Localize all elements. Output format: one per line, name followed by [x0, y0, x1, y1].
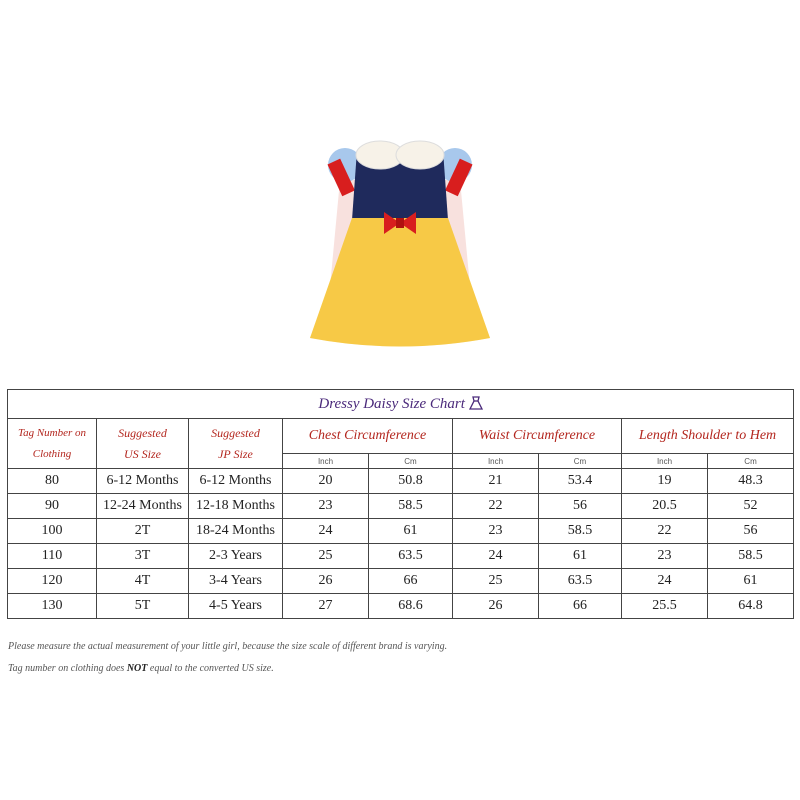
header-chest: Chest Circumference: [283, 419, 453, 454]
unit-waist-inch: Inch: [453, 454, 539, 469]
unit-length-cm: Cm: [708, 454, 794, 469]
cell-len-in: 19: [622, 469, 708, 494]
cell-waist-in: 22: [453, 494, 539, 519]
cell-chest-cm: 66: [369, 569, 453, 594]
cell-chest-cm: 50.8: [369, 469, 453, 494]
cell-len-in: 25.5: [622, 594, 708, 619]
cell-len-in: 20.5: [622, 494, 708, 519]
unit-chest-cm: Cm: [369, 454, 453, 469]
header-jp-size: [189, 419, 283, 469]
cell-us: 3T: [97, 544, 189, 569]
cell-chest-in: 20: [283, 469, 369, 494]
header-tag-line1: Tag Number on: [17, 426, 87, 439]
cell-us: 6-12 Months: [97, 469, 189, 494]
cell-tag: 110: [8, 544, 97, 569]
cell-waist-cm: 56: [539, 494, 622, 519]
cell-us: 5T: [97, 594, 189, 619]
table-row: [8, 469, 794, 494]
cell-len-cm: 56: [708, 519, 794, 544]
cell-jp: 3-4 Years: [189, 569, 283, 594]
note-line-2: [8, 658, 447, 680]
table-row: [8, 544, 794, 569]
note-line-1: Please measure the actual measurement of your little girl, because the size scale of different brand is varying.: [8, 641, 448, 652]
unit-chest-inch: Inch: [283, 454, 369, 469]
cell-chest-cm: 63.5: [369, 544, 453, 569]
measurement-notes: [8, 636, 447, 680]
header-us-line2: US Size: [124, 446, 161, 461]
cell-chest-in: 26: [283, 569, 369, 594]
cell-jp: 18-24 Months: [189, 519, 283, 544]
note-line-2-bold: NOT: [126, 663, 148, 674]
table-row: [8, 594, 794, 619]
cell-waist-cm: 53.4: [539, 469, 622, 494]
cell-len-in: 23: [622, 544, 708, 569]
cell-tag: 80: [8, 469, 97, 494]
cell-len-in: 24: [622, 569, 708, 594]
cell-jp: 2-3 Years: [189, 544, 283, 569]
header-jp-line1: Suggested: [211, 425, 260, 440]
cell-len-cm: 52: [708, 494, 794, 519]
cell-tag: 120: [8, 569, 97, 594]
unit-length-inch: Inch: [622, 454, 708, 469]
header-tag-number: [8, 419, 97, 469]
cell-len-cm: 61: [708, 569, 794, 594]
cell-chest-cm: 61: [369, 519, 453, 544]
cell-waist-cm: 58.5: [539, 519, 622, 544]
cell-chest-cm: 68.6: [369, 594, 453, 619]
cell-waist-cm: 66: [539, 594, 622, 619]
cell-us: 4T: [97, 569, 189, 594]
note-line-2-post: equal to the converted US size.: [147, 663, 274, 674]
cell-waist-cm: 61: [539, 544, 622, 569]
cell-us: 12-24 Months: [97, 494, 189, 519]
cell-chest-cm: 58.5: [369, 494, 453, 519]
cell-waist-in: 24: [453, 544, 539, 569]
cell-len-cm: 64.8: [708, 594, 794, 619]
chart-title-text: Dressy Daisy Size Chart: [318, 395, 465, 412]
cell-len-cm: 58.5: [708, 544, 794, 569]
header-us-line1: Suggested: [118, 425, 167, 440]
dress-icon: [469, 396, 483, 412]
cell-jp: 4-5 Years: [189, 594, 283, 619]
size-chart-table: [7, 389, 794, 619]
header-waist: Waist Circumference: [453, 419, 622, 454]
cell-jp: 6-12 Months: [189, 469, 283, 494]
header-jp-line2: JP Size: [218, 446, 253, 461]
unit-waist-cm: Cm: [539, 454, 622, 469]
cell-jp: 12-18 Months: [189, 494, 283, 519]
cell-chest-in: 24: [283, 519, 369, 544]
chart-title: [8, 390, 794, 419]
cell-us: 2T: [97, 519, 189, 544]
product-image-dress: [300, 130, 500, 370]
cell-chest-in: 27: [283, 594, 369, 619]
header-length: Length Shoulder to Hem: [622, 419, 794, 454]
table-row: [8, 519, 794, 544]
cell-waist-in: 26: [453, 594, 539, 619]
cell-tag: 90: [8, 494, 97, 519]
cell-waist-in: 25: [453, 569, 539, 594]
header-tag-line2: Clothing: [32, 447, 72, 460]
cell-waist-in: 21: [453, 469, 539, 494]
header-us-size: [97, 419, 189, 469]
table-row: [8, 569, 794, 594]
cell-chest-in: 25: [283, 544, 369, 569]
cell-tag: 130: [8, 594, 97, 619]
cell-len-in: 22: [622, 519, 708, 544]
cell-chest-in: 23: [283, 494, 369, 519]
table-row: [8, 494, 794, 519]
note-line-2-pre: Tag number on clothing does: [8, 663, 127, 674]
cell-waist-in: 23: [453, 519, 539, 544]
cell-len-cm: 48.3: [708, 469, 794, 494]
cell-tag: 100: [8, 519, 97, 544]
cell-waist-cm: 63.5: [539, 569, 622, 594]
